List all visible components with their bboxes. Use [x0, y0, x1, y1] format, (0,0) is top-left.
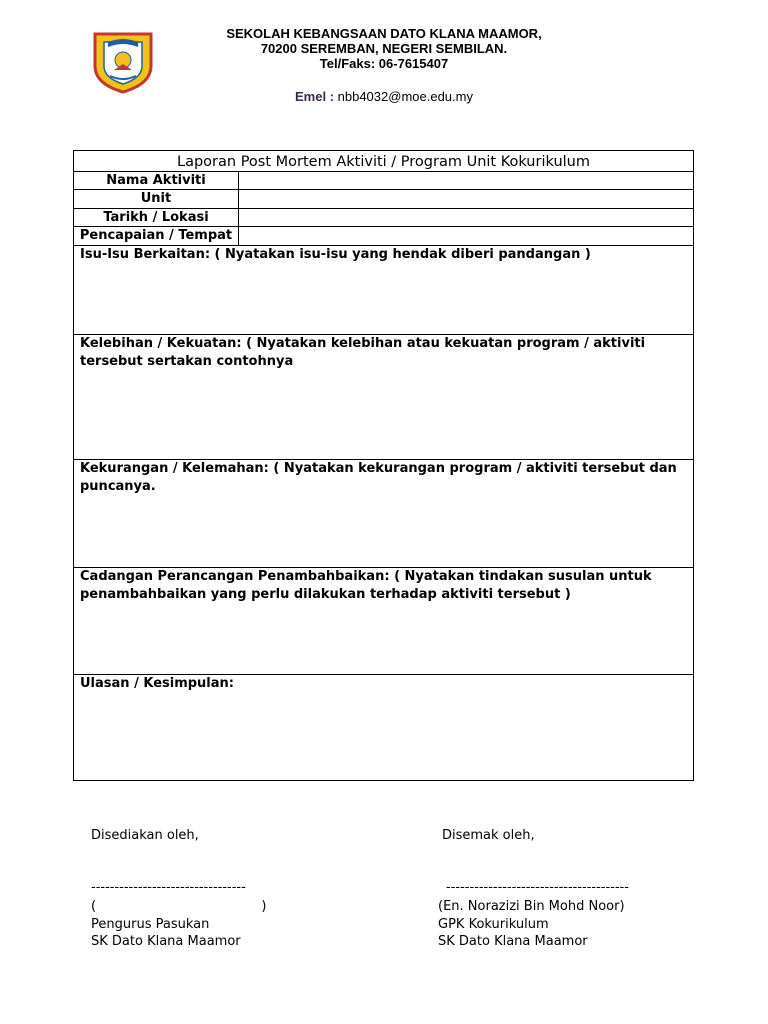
- row-label-tarikh-lokasi: Tarikh / Lokasi: [103, 210, 209, 225]
- row-label-nama-aktiviti: Nama Aktiviti: [106, 173, 206, 188]
- prepared-by-label: Disediakan oleh,: [91, 828, 199, 843]
- checked-by-org: SK Dato Klana Maamor: [438, 934, 588, 949]
- checked-by-label: Disemak oleh,: [442, 828, 535, 843]
- checked-by-signature-line: ---------------------------------------: [446, 880, 629, 895]
- section-ulasan: Ulasan / Kesimpulan:: [80, 676, 234, 691]
- email-address[interactable]: nbb4032@moe.edu.my: [337, 89, 473, 104]
- checked-by-role: GPK Kokurikulum: [438, 917, 549, 932]
- school-address: 70200 SEREMBAN, NEGERI SEMBILAN.: [260, 41, 508, 56]
- post-mortem-form: [73, 150, 694, 781]
- checked-by-name: (En. Norazizi Bin Mohd Noor): [438, 899, 625, 914]
- school-telfax: Tel/Faks: 06-7615407: [319, 56, 449, 71]
- section-cadangan: Cadangan Perancangan Penambahbaikan: ( Nyatakan tindakan susulan untuk penambahbaikan yang perlu dilakukan terhadap aktiviti tersebut ): [80, 569, 652, 602]
- prepared-by-signature-line: ---------------------------------: [91, 880, 246, 895]
- prepared-by-org: SK Dato Klana Maamor: [91, 934, 241, 949]
- school-name: SEKOLAH KEBANGSAAN DATO KLANA MAAMOR,: [226, 26, 542, 41]
- prepared-by-name: ( ): [91, 899, 267, 914]
- form-title: Laporan Post Mortem Aktiviti / Program Unit Kokurikulum: [177, 154, 590, 170]
- section-isu: Isu-Isu Berkaitan: ( Nyatakan isu-isu yang hendak diberi pandangan ): [80, 247, 591, 262]
- row-label-unit: Unit: [140, 191, 172, 206]
- section-kekurangan: Kekurangan / Kelemahan: ( Nyatakan kekurangan program / aktiviti tersebut dan puncanya.: [80, 461, 677, 494]
- email-label: Emel :: [295, 89, 335, 104]
- school-crest-logo: [92, 28, 154, 94]
- section-kelebihan: Kelebihan / Kekuatan: ( Nyatakan kelebihan atau kekuatan program / aktiviti tersebut sertakan contohnya: [80, 336, 646, 369]
- school-email: [190, 89, 578, 104]
- column-divider: [238, 172, 239, 245]
- row-label-pencapaian-tempat: Pencapaian / Tempat: [79, 228, 233, 243]
- prepared-by-role: Pengurus Pasukan: [91, 917, 210, 932]
